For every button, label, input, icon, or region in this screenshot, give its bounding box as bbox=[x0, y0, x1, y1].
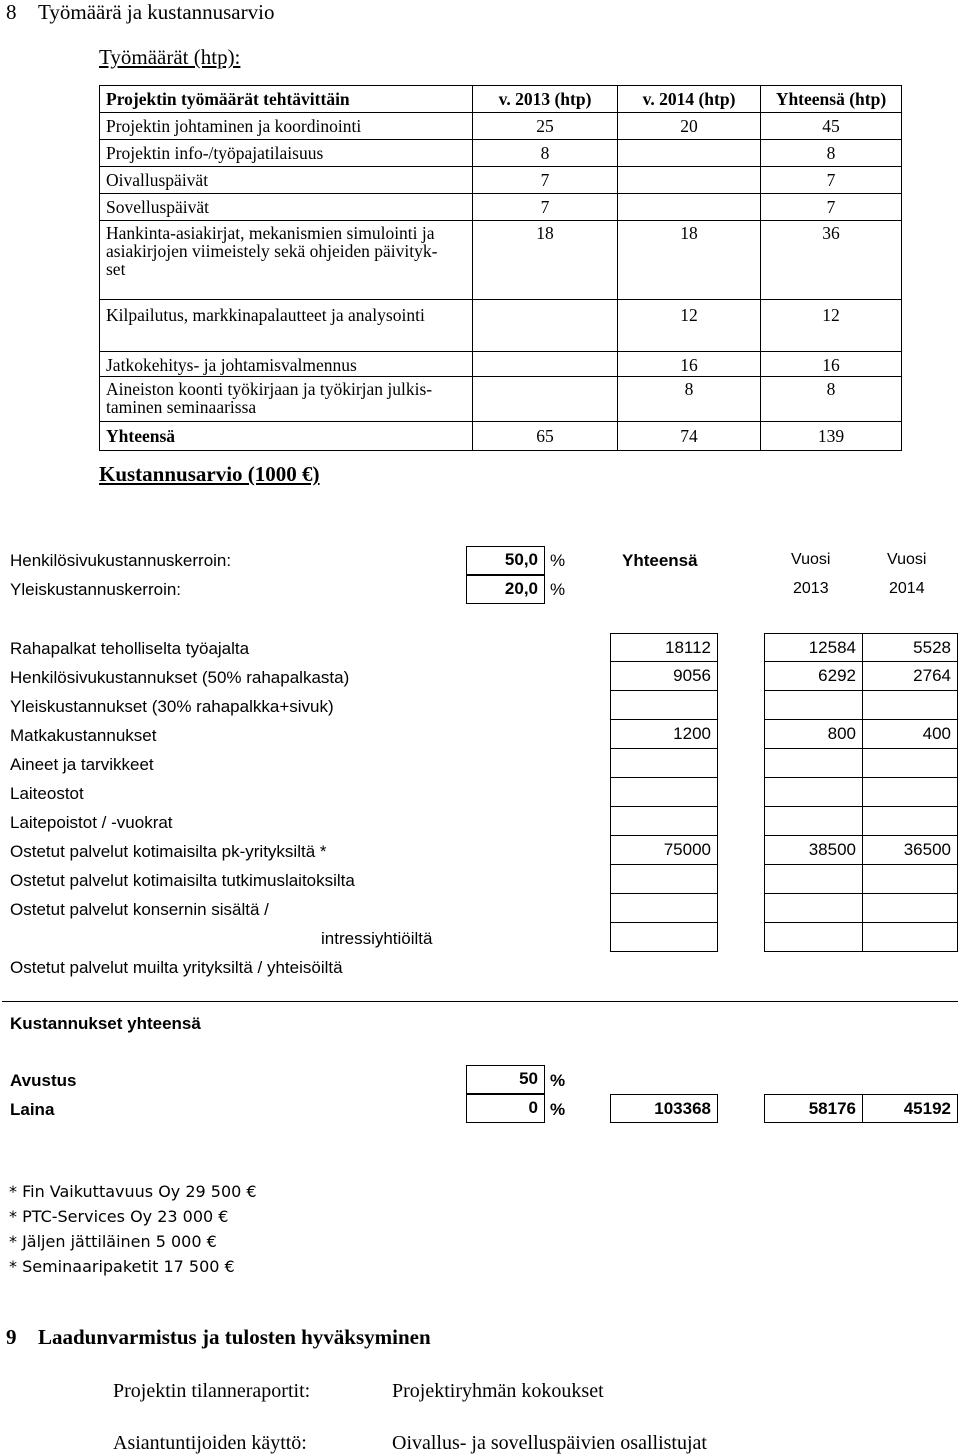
table-header-row bbox=[100, 86, 902, 113]
cost-item-label: Laiteostot bbox=[10, 784, 84, 803]
loan-2013: 58176 bbox=[764, 1094, 862, 1123]
value-2013 bbox=[473, 300, 618, 352]
footnote: * Fin Vaikuttavuus Oy 29 500 € bbox=[9, 1182, 257, 1201]
cost-cell-y2014 bbox=[862, 749, 958, 778]
task-cell: Projektin johtaminen ja koordinointi bbox=[100, 113, 473, 140]
overhead-coefficient-label: Yleiskustannuskerroin: bbox=[10, 580, 182, 599]
task-cell: Kilpailutus, markkinapalautteet ja analysointi bbox=[100, 300, 473, 352]
percent-sign: % bbox=[550, 1071, 566, 1090]
table-row bbox=[100, 113, 902, 140]
table-row bbox=[100, 194, 902, 221]
value-2013 bbox=[473, 377, 618, 422]
divider bbox=[2, 1001, 958, 1002]
table-row bbox=[100, 221, 902, 300]
table-row bbox=[100, 167, 902, 194]
cost-estimate-subtitle: Kustannusarvio (1000 €) bbox=[99, 462, 320, 486]
cost-cell-total bbox=[610, 749, 718, 778]
workload-table bbox=[99, 85, 902, 451]
task-cell: Oivalluspäivät bbox=[100, 167, 473, 194]
task-cell: Sovelluspäivät bbox=[100, 194, 473, 221]
section-number: 9 bbox=[6, 1325, 17, 1349]
cost-cell-total: 9056 bbox=[610, 662, 718, 691]
cost-cell-total bbox=[610, 691, 718, 720]
loan-total: 103368 bbox=[610, 1094, 718, 1123]
value-2014: 12 bbox=[618, 300, 761, 352]
value-total: 7 bbox=[761, 194, 902, 221]
quality-item-label: Asiantuntijoiden käyttö: bbox=[113, 1432, 307, 1454]
cost-item-label: Ostetut palvelut muilta yrityksiltä / yhteisöiltä bbox=[10, 958, 343, 977]
cost-cell-y2013: 800 bbox=[764, 720, 862, 749]
cost-cell-y2013 bbox=[764, 923, 862, 952]
cost-cell-total: 75000 bbox=[610, 836, 718, 865]
cost-cell-y2014 bbox=[862, 894, 958, 923]
value-2013: 25 bbox=[473, 113, 618, 140]
col-header-year1-value: 2013 bbox=[793, 580, 829, 597]
task-cell: Jatkokehitys- ja johtamisvalmennus bbox=[100, 352, 473, 377]
cost-cell-y2013 bbox=[764, 749, 862, 778]
percent-sign: % bbox=[550, 551, 566, 570]
cost-cell-total bbox=[610, 865, 718, 894]
section-title: Laadunvarmistus ja tulosten hyväksyminen bbox=[38, 1325, 431, 1349]
col-header-year1: Vuosi bbox=[791, 551, 831, 568]
col-header-year2-value: 2014 bbox=[889, 580, 925, 597]
total-label: Yhteensä bbox=[100, 422, 473, 451]
task-cell bbox=[100, 221, 473, 300]
cost-item-label: Matkakustannukset bbox=[10, 726, 157, 745]
section-number: 8 bbox=[6, 0, 17, 24]
cost-item-label: Rahapalkat teholliselta työajalta bbox=[10, 639, 250, 658]
cost-cell-y2014 bbox=[862, 865, 958, 894]
personnel-coefficient-field[interactable]: 50,0 bbox=[466, 546, 545, 575]
quality-item-value: Oivallus- ja sovelluspäivien osallistujat bbox=[392, 1432, 707, 1454]
header-2014: v. 2014 (htp) bbox=[618, 86, 761, 113]
cost-cell-y2014 bbox=[862, 807, 958, 836]
cost-cell-total bbox=[610, 807, 718, 836]
loan-percent-field[interactable]: 0 bbox=[466, 1094, 545, 1123]
footnote: * Jäljen jättiläinen 5 000 € bbox=[9, 1232, 217, 1251]
cost-cell-y2014: 400 bbox=[862, 720, 958, 749]
cost-cell-y2014: 5528 bbox=[862, 633, 958, 662]
value-2013 bbox=[473, 352, 618, 377]
task-cell bbox=[100, 377, 473, 422]
cost-cell-y2014 bbox=[862, 691, 958, 720]
value-total: 8 bbox=[761, 140, 902, 167]
percent-sign: % bbox=[550, 580, 566, 599]
cost-cell-y2013 bbox=[764, 865, 862, 894]
cost-cell-y2014 bbox=[862, 778, 958, 807]
value-2014: 8 bbox=[618, 377, 761, 422]
loan-label: Laina bbox=[10, 1100, 55, 1119]
table-row bbox=[100, 377, 902, 422]
value-2014 bbox=[618, 140, 761, 167]
cost-cell-y2013 bbox=[764, 691, 862, 720]
value-total: 45 bbox=[761, 113, 902, 140]
table-row bbox=[100, 140, 902, 167]
header-2013: v. 2013 (htp) bbox=[473, 86, 618, 113]
cost-cell-total bbox=[610, 778, 718, 807]
table-row bbox=[100, 300, 902, 352]
quality-item-value: Projektiryhmän kokoukset bbox=[392, 1380, 604, 1402]
cost-cell-y2014: 2764 bbox=[862, 662, 958, 691]
value-total: 8 bbox=[761, 377, 902, 422]
header-total: Yhteensä (htp) bbox=[761, 86, 902, 113]
value-2013: 7 bbox=[473, 167, 618, 194]
cost-item-label: Ostetut palvelut konsernin sisältä / bbox=[10, 900, 269, 919]
cost-item-label: Henkilösivukustannukset (50% rahapalkasta) bbox=[10, 668, 350, 687]
value-2013: 7 bbox=[473, 194, 618, 221]
footnote: * PTC-Services Oy 23 000 € bbox=[9, 1207, 229, 1226]
cost-cell-total: 1200 bbox=[610, 720, 718, 749]
loan-2014: 45192 bbox=[862, 1094, 958, 1123]
cost-item-label-cont: intressiyhtiöiltä bbox=[321, 929, 433, 948]
table-row bbox=[100, 352, 902, 377]
total-2013: 65 bbox=[473, 422, 618, 451]
col-header-year2: Vuosi bbox=[887, 551, 927, 568]
footnote: * Seminaaripaketit 17 500 € bbox=[9, 1257, 235, 1276]
cost-cell-y2013 bbox=[764, 894, 862, 923]
total-row bbox=[100, 422, 902, 451]
section-8-heading bbox=[6, 0, 274, 25]
cost-cell-y2013: 12584 bbox=[764, 633, 862, 662]
cost-item-label: Aineet ja tarvikkeet bbox=[10, 755, 154, 774]
costs-total-label: Kustannukset yhteensä bbox=[10, 1014, 201, 1033]
total-total: 139 bbox=[761, 422, 902, 451]
cost-cell-total bbox=[610, 894, 718, 923]
cost-item-label: Ostetut palvelut kotimaisilta tutkimuslaitoksilta bbox=[10, 871, 355, 890]
cost-item-label: Ostetut palvelut kotimaisilta pk-yrityksiltä * bbox=[10, 842, 327, 861]
value-2014: 16 bbox=[618, 352, 761, 377]
workload-subtitle: Työmäärät (htp): bbox=[99, 45, 241, 69]
value-total: 7 bbox=[761, 167, 902, 194]
section-title: Työmäärä ja kustannusarvio bbox=[38, 0, 275, 24]
cost-cell-total bbox=[610, 923, 718, 952]
quality-item-label: Projektin tilanneraportit: bbox=[113, 1380, 311, 1402]
value-total: 12 bbox=[761, 300, 902, 352]
value-2013: 8 bbox=[473, 140, 618, 167]
value-2014 bbox=[618, 194, 761, 221]
cost-item-label: Yleiskustannukset (30% rahapalkka+sivuk) bbox=[10, 697, 334, 716]
task-line: asiakirjojen viimeistely sekä ohjeiden päivityk- bbox=[106, 241, 438, 261]
cost-cell-y2013: 38500 bbox=[764, 836, 862, 865]
header-task: Projektin työmäärät tehtävittäin bbox=[100, 86, 473, 113]
percent-sign: % bbox=[550, 1100, 566, 1119]
col-header-total: Yhteensä bbox=[622, 551, 698, 570]
value-2014 bbox=[618, 167, 761, 194]
task-line: Hankinta-asiakirjat, mekanismien simulointi ja bbox=[106, 223, 435, 243]
personnel-coefficient-label: Henkilösivukustannuskerroin: bbox=[10, 551, 232, 570]
task-cell: Projektin info-/työpajatilaisuus bbox=[100, 140, 473, 167]
cost-cell-total: 18112 bbox=[610, 633, 718, 662]
cost-cell-y2014 bbox=[862, 923, 958, 952]
cost-cell-y2013: 6292 bbox=[764, 662, 862, 691]
grant-label: Avustus bbox=[10, 1071, 77, 1090]
section-9-heading bbox=[6, 1325, 431, 1350]
value-2013: 18 bbox=[473, 221, 618, 300]
overhead-coefficient-field[interactable]: 20,0 bbox=[466, 575, 545, 604]
total-2014: 74 bbox=[618, 422, 761, 451]
task-line: set bbox=[106, 259, 126, 279]
cost-cell-y2013 bbox=[764, 807, 862, 836]
value-2014: 20 bbox=[618, 113, 761, 140]
value-total: 16 bbox=[761, 352, 902, 377]
value-2014: 18 bbox=[618, 221, 761, 300]
cost-item-label: Laitepoistot / -vuokrat bbox=[10, 813, 173, 832]
task-line: Aineiston koonti työkirjaan ja työkirjan julkis- bbox=[106, 379, 433, 399]
value-total: 36 bbox=[761, 221, 902, 300]
cost-cell-y2013 bbox=[764, 778, 862, 807]
cost-cell-y2014: 36500 bbox=[862, 836, 958, 865]
grant-percent-field[interactable]: 50 bbox=[466, 1065, 545, 1094]
task-line: taminen seminaarissa bbox=[106, 397, 257, 417]
